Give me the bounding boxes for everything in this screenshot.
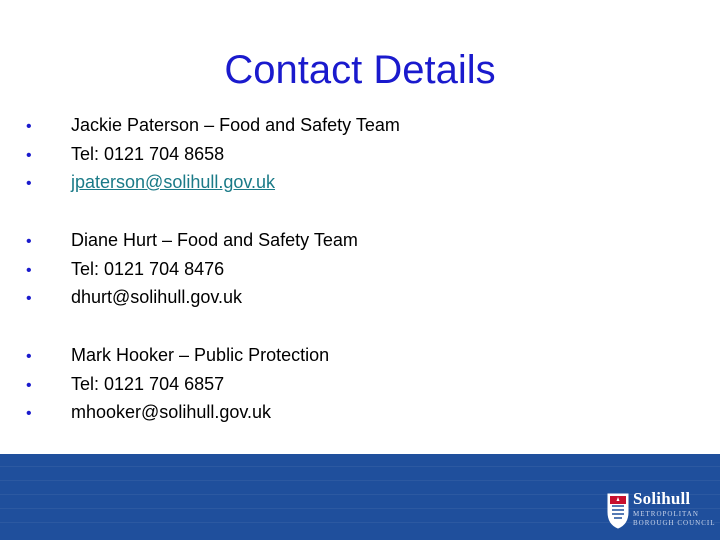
council-logo <box>606 490 716 532</box>
bullet-icon: • <box>26 118 32 135</box>
logo-subtitle-2: BOROUGH COUNCIL <box>633 519 716 527</box>
footer-stripe <box>0 466 720 467</box>
logo-subtitle-1: METROPOLITAN <box>633 510 699 518</box>
bullet-icon: • <box>26 376 32 394</box>
contact-email-line <box>26 398 329 427</box>
contact-phone-line <box>26 140 400 169</box>
bullet-icon: • <box>26 405 32 422</box>
bullet-icon: • <box>26 261 32 279</box>
bullet-icon: • <box>26 175 32 192</box>
council-crest-icon <box>606 492 630 530</box>
contact-name: Jackie Paterson – Food and Safety Team <box>71 115 400 135</box>
contact-name: Mark Hooker – Public Protection <box>71 345 330 365</box>
contact-name-line <box>26 226 358 255</box>
contact-name-line <box>26 111 400 140</box>
contact-phone: Tel: 0121 704 8476 <box>71 258 225 279</box>
contact-name-line <box>26 341 329 370</box>
logo-name: Solihull <box>633 489 691 508</box>
contact-phone-line <box>26 370 329 399</box>
contact-email-line <box>26 168 400 197</box>
bullet-icon: • <box>26 233 32 250</box>
contact-mark-hooker <box>26 341 329 427</box>
contact-phone: Tel: 0121 704 8658 <box>71 143 225 164</box>
contact-email: mhooker@solihull.gov.uk <box>71 402 272 422</box>
contact-diane-hurt <box>26 226 358 312</box>
bullet-icon: • <box>26 146 32 164</box>
bullet-icon: • <box>26 348 32 365</box>
contact-email: dhurt@solihull.gov.uk <box>71 287 243 307</box>
contact-phone: Tel: 0121 704 6857 <box>71 373 225 394</box>
contact-name: Diane Hurt – Food and Safety Team <box>71 230 358 250</box>
contact-email-line <box>26 283 358 312</box>
contact-email-link[interactable]: jpaterson@solihull.gov.uk <box>71 172 276 192</box>
bullet-icon: • <box>26 290 32 307</box>
footer-stripe <box>0 480 720 481</box>
contact-jackie-paterson <box>26 111 400 197</box>
slide-title: Contact Details <box>224 48 496 92</box>
contact-phone-line <box>26 255 358 284</box>
